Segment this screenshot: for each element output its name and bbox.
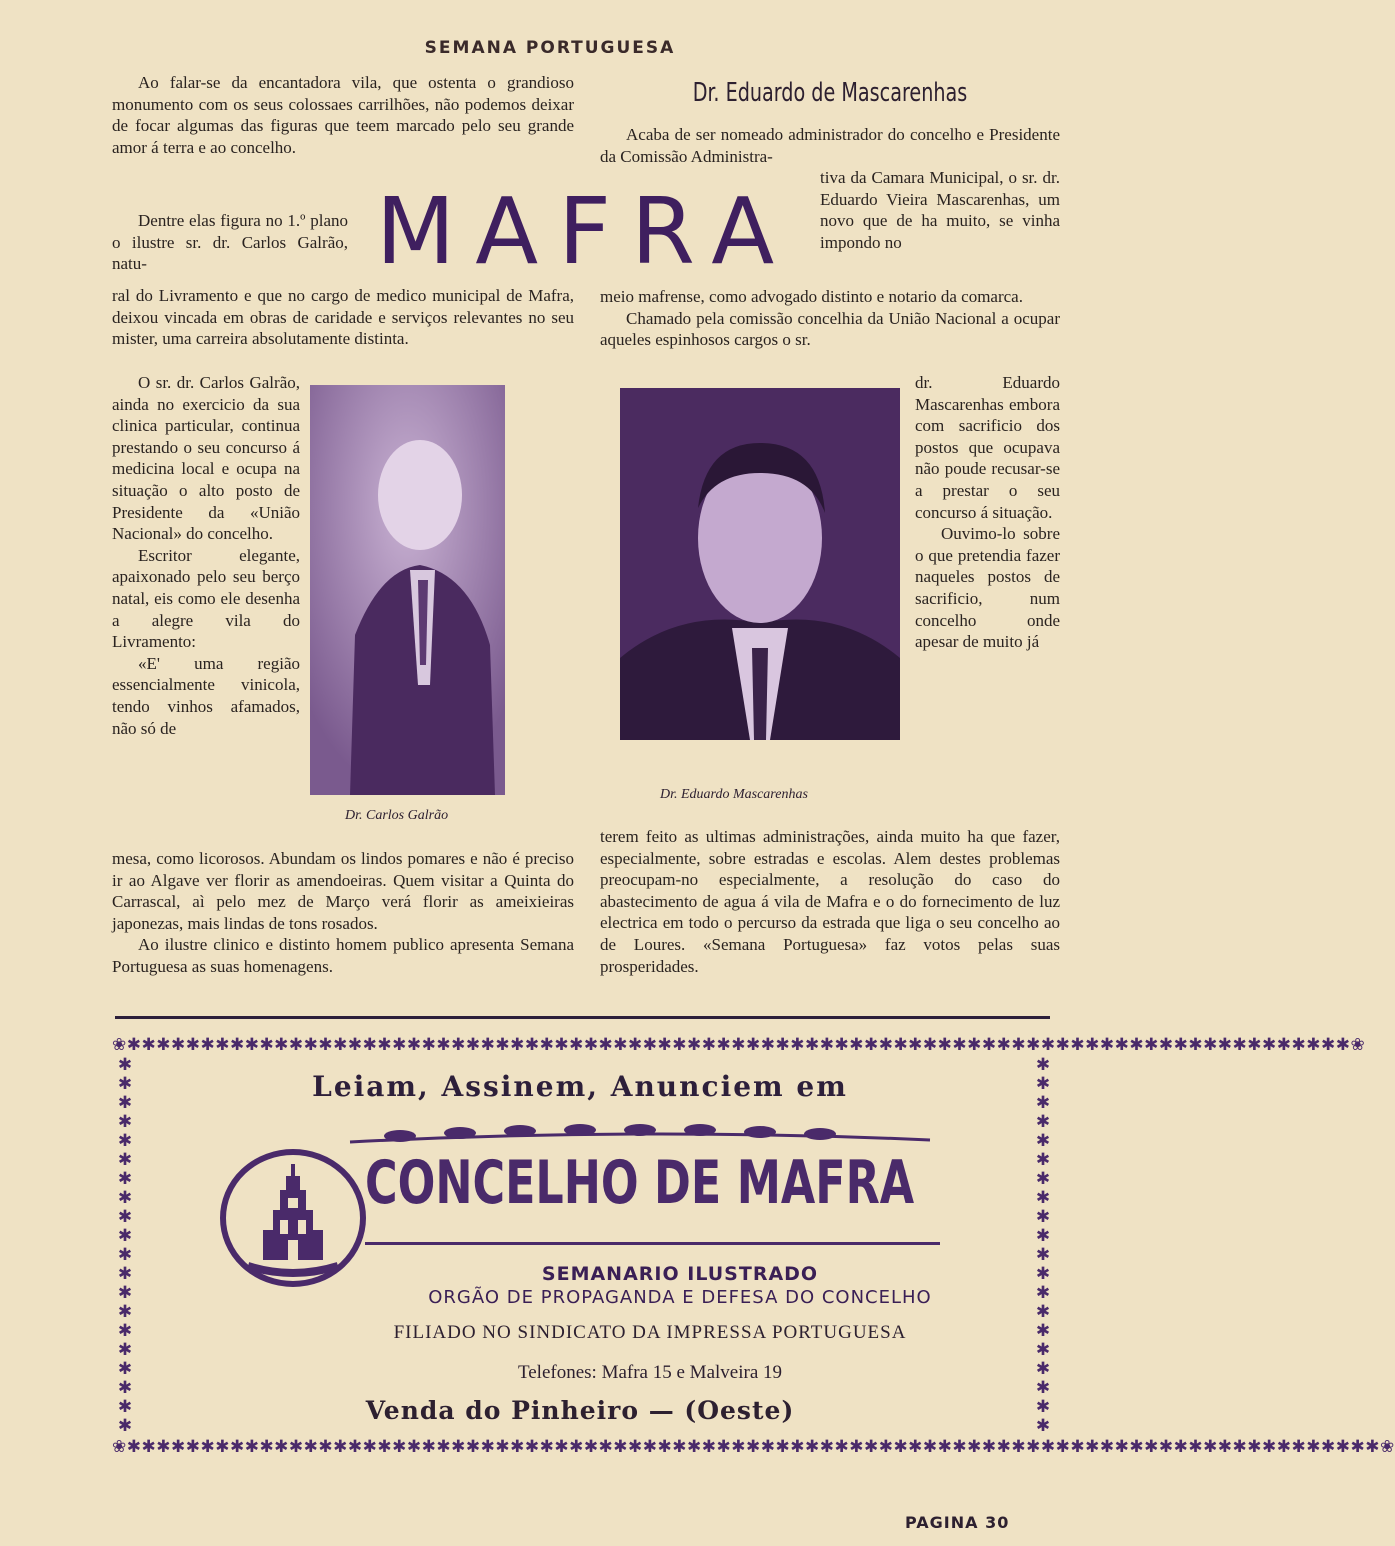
article-title: MAFRA <box>375 178 795 285</box>
carlos-galrao-photo <box>310 385 505 795</box>
right-paragraph-3a: Ouvimo-lo sobre o que pretendia fazer naqueles postos de sacrificio, num concelho onde apesar de muito já <box>915 524 1060 652</box>
ad-affiliation: FILIADO NO SINDICATO DA IMPRESSA PORTUGUESA <box>393 1322 907 1343</box>
left-column-bottom <box>112 848 574 978</box>
ad-newspaper-title: CONCELHO DE MAFRA <box>365 1148 915 1218</box>
ad-border-left: ✱ ✱ ✱ ✱ ✱ ✱ ✱ ✱ ✱ ✱ ✱ ✱ ✱ ✱ ✱ ✱ ✱ ✱ ✱ ✱ <box>117 1055 133 1436</box>
left-column-beside-photo <box>112 372 300 739</box>
ad-address: Venda do Pinheiro — (Oeste) <box>365 1396 795 1425</box>
ad-phones: Telefones: Mafra 15 e Malveira 19 <box>517 1362 783 1383</box>
left-column-narrow <box>112 210 348 275</box>
left-paragraph-6: Ao ilustre clinico e distinto homem publico apresenta Semana Portuguesa as suas homenagens. <box>112 935 574 976</box>
left-paragraph-1: Ao falar-se da encantadora vila, que ostenta o grandioso monumento com os seus colossaes carrilhões, não podemos deixar de focar algumas das figuras que teem marcado pelo seu grande amor á terra e ao concelho. <box>112 73 574 157</box>
left-column-top <box>112 72 574 158</box>
right-paragraph-1c: meio mafrense, como advogado distinto e notario da comarca. <box>600 287 1023 306</box>
ad-border-bottom: ❀✱✱✱✱✱✱✱✱✱✱✱✱✱✱✱✱✱✱✱✱✱✱✱✱✱✱✱✱✱✱✱✱✱✱✱✱✱✱✱✱✱✱✱✱✱✱✱✱✱✱✱✱✱✱✱✱✱✱✱✱✱✱✱✱✱✱✱✱✱✱✱✱✱✱✱✱✱✱✱✱✱✱✱✱✱❀ <box>112 1437 1395 1457</box>
ad-headline: Leiam, Assinem, Anunciem em <box>312 1070 848 1103</box>
left-paragraph-5a: «E' uma região essencialmente vinicola, tendo vinhos afamados, não só de <box>112 653 300 738</box>
page-number: PAGINA 30 <box>905 1513 1010 1532</box>
left-paragraph-3: O sr. dr. Carlos Galrão, ainda no exercicio da sua clinica particular, continua prestando o seu concurso á medicina local e ocupa na situação o alto posto de Presidente da «União Nacional» do concelho. <box>112 373 300 544</box>
left-photo-caption: Dr. Carlos Galrão <box>345 808 449 823</box>
right-column-bottom <box>600 826 1060 977</box>
tower-icon <box>218 1148 368 1288</box>
right-column-top <box>600 124 1060 167</box>
portrait-illustration <box>620 388 900 740</box>
left-paragraph-2b: ral do Livramento e que no cargo de medico municipal de Mafra, deixou vincada em obras de caridade e serviços relevantes no seu mister, uma carreira absolutamente distinta. <box>112 286 574 349</box>
left-column-wide <box>112 285 574 350</box>
ad-title-banner <box>365 1242 940 1245</box>
right-column-narrow <box>820 167 1060 253</box>
right-paragraph-1a: Acaba de ser nomeado administrador do concelho e Presidente da Comissão Administra- <box>600 125 1060 166</box>
portrait-illustration <box>310 385 505 795</box>
right-paragraph-1b: tiva da Camara Municipal, o sr. dr. Eduardo Vieira Mascarenhas, um novo que de ha muito, se vinha impondo no <box>820 168 1060 252</box>
section-divider <box>115 1016 1050 1019</box>
ad-subtitle-weekly: SEMANARIO ILUSTRADO <box>541 1263 819 1285</box>
masthead: SEMANA PORTUGUESA <box>424 38 676 58</box>
right-photo-caption: Dr. Eduardo Mascarenhas <box>660 787 808 802</box>
ad-border-top: ❀✱✱✱✱✱✱✱✱✱✱✱✱✱✱✱✱✱✱✱✱✱✱✱✱✱✱✱✱✱✱✱✱✱✱✱✱✱✱✱✱✱✱✱✱✱✱✱✱✱✱✱✱✱✱✱✱✱✱✱✱✱✱✱✱✱✱✱✱✱✱✱✱✱✱✱✱✱✱✱✱✱✱✱❀ <box>112 1035 1366 1055</box>
eduardo-mascarenhas-photo <box>620 388 900 740</box>
right-paragraph-2b: dr. Eduardo Mascarenhas embora com sacrificio dos postos que ocupava não poude recusar-se a prestar o seu concurso á situação. <box>915 373 1060 522</box>
right-heading: Dr. Eduardo de Mascarenhas <box>692 78 968 108</box>
ad-subtitle-organ: ORGÃO DE PROPAGANDA E DEFESA DO CONCELHO <box>428 1287 932 1308</box>
left-paragraph-5b: mesa, como licorosos. Abundam os lindos pomares e não é preciso ir ao Algave ver florir as amendoeiras. Quem visitar a Quinta do Carrascal, aì pelo mez de Março verá florir as ameixieiras japonezas, mais lindas de tons rosados. <box>112 849 574 933</box>
right-column-beside-photo <box>915 372 1060 653</box>
tower-emblem <box>218 1148 368 1288</box>
left-paragraph-2a: Dentre elas figura no 1.º plano o ilustre sr. dr. Carlos Galrão, natu- <box>112 211 348 274</box>
right-column-wide <box>600 286 1060 351</box>
left-paragraph-4: Escritor elegante, apaixonado pelo seu berço natal, eis como ele desenha a alegre vila do Livramento: <box>112 545 300 652</box>
ad-border-right: ✱ ✱ ✱ ✱ ✱ ✱ ✱ ✱ ✱ ✱ ✱ ✱ ✱ ✱ ✱ ✱ ✱ ✱ ✱ ✱ <box>1035 1055 1051 1436</box>
right-paragraph-3b: terem feito as ultimas administrações, ainda muito ha que fazer, especialmente, sobre estradas e escolas. Alem destes problemas preocupam-no especialmente, a resolução do caso do abastecimento de agua á vila de Mafra e o do fornecimento de luz electrica em todo o percurso da estrada que liga o seu concelho ao de Loures. «Semana Portuguesa» faz votos pelas suas prosperidades. <box>600 827 1060 976</box>
right-paragraph-2a: Chamado pela comissão concelhia da União Nacional a ocupar aqueles espinhosos cargos o sr. <box>600 308 1060 350</box>
